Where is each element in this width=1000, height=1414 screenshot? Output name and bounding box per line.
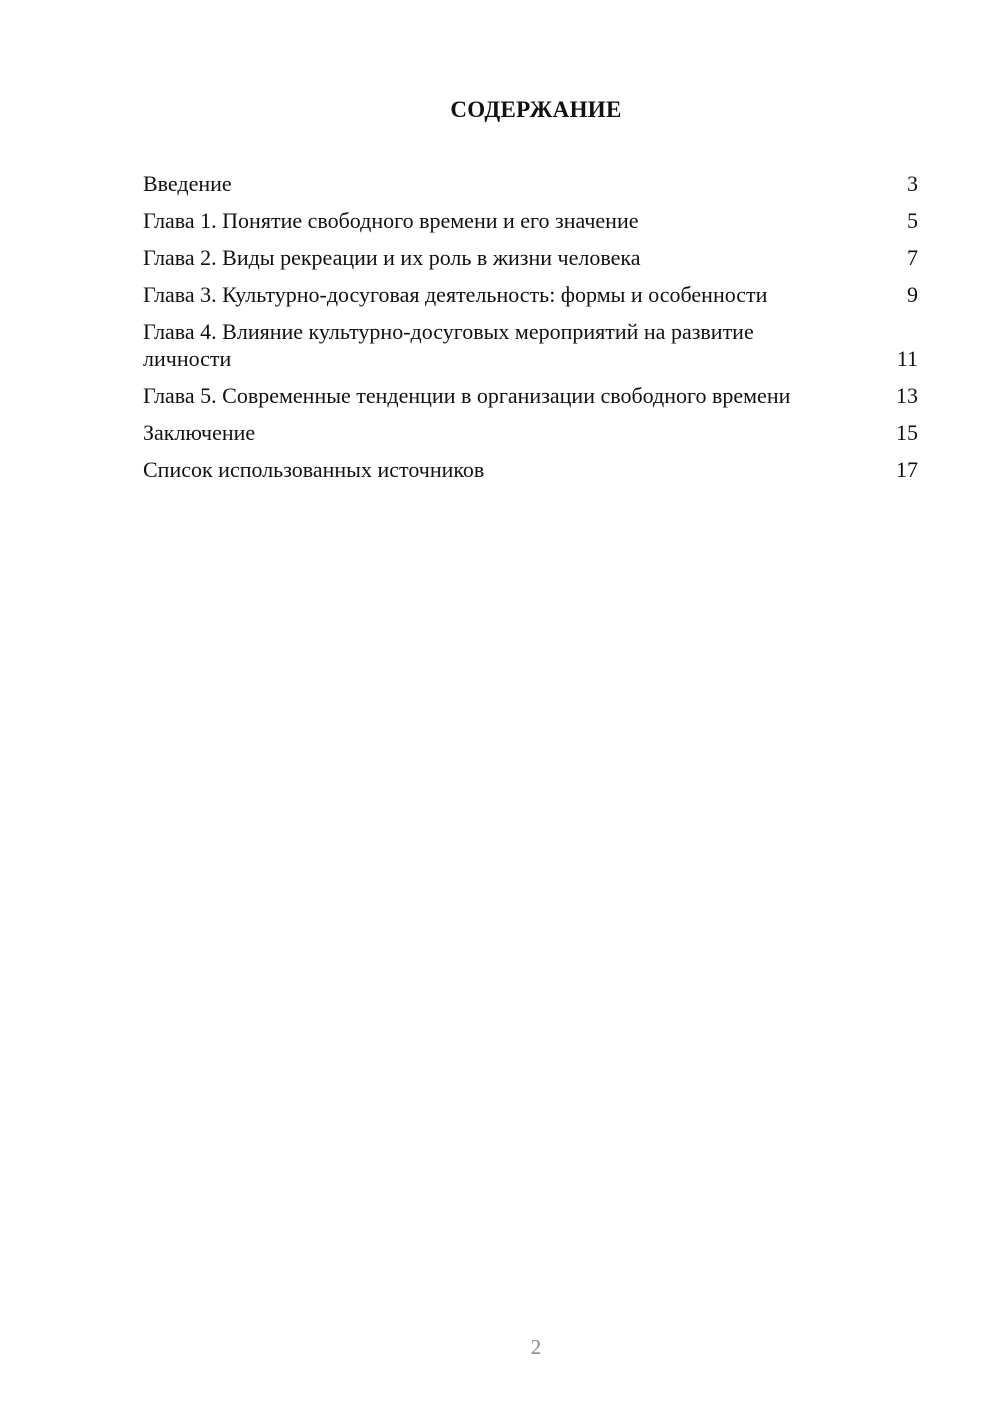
toc-entry-title: Глава 3. Культурно-досуговая деятельность: формы и особенности: [143, 282, 768, 307]
toc-entry-page: 15: [896, 420, 918, 445]
page-title: СОДЕРЖАНИЕ: [450, 97, 622, 122]
toc-entry-page: 3: [907, 171, 918, 196]
toc-entry: [143, 281, 918, 308]
page-number: 2: [530, 1335, 542, 1359]
toc-entry: [143, 170, 918, 197]
toc-entry-title: Глава 5. Современные тенденции в организации свободного времени: [143, 383, 791, 408]
toc-entry: [143, 456, 918, 483]
table-of-contents: [143, 170, 918, 493]
toc-entry-title: Глава 4. Влияние культурно-досуговых мероприятий на развитие личности: [143, 319, 754, 371]
toc-entry: [143, 244, 918, 271]
toc-entry-page: 17: [896, 457, 918, 482]
toc-entry: [143, 318, 918, 372]
toc-entry-page: 9: [907, 282, 918, 307]
toc-entry-title: Введение: [143, 171, 232, 196]
toc-entry: [143, 382, 918, 409]
toc-entry-page: 11: [896, 346, 918, 371]
toc-entry-title: Заключение: [143, 420, 256, 445]
toc-entry-page: 13: [896, 383, 918, 408]
toc-entry-title: Глава 2. Виды рекреации и их роль в жизни человека: [143, 245, 641, 270]
toc-entry-title: Список использованных источников: [143, 457, 485, 482]
toc-entry: [143, 207, 918, 234]
toc-entry-page: 5: [907, 208, 918, 233]
toc-entry-page: 7: [907, 245, 918, 270]
toc-entry: [143, 419, 918, 446]
toc-entry-title: Глава 1. Понятие свободного времени и его значение: [143, 208, 639, 233]
